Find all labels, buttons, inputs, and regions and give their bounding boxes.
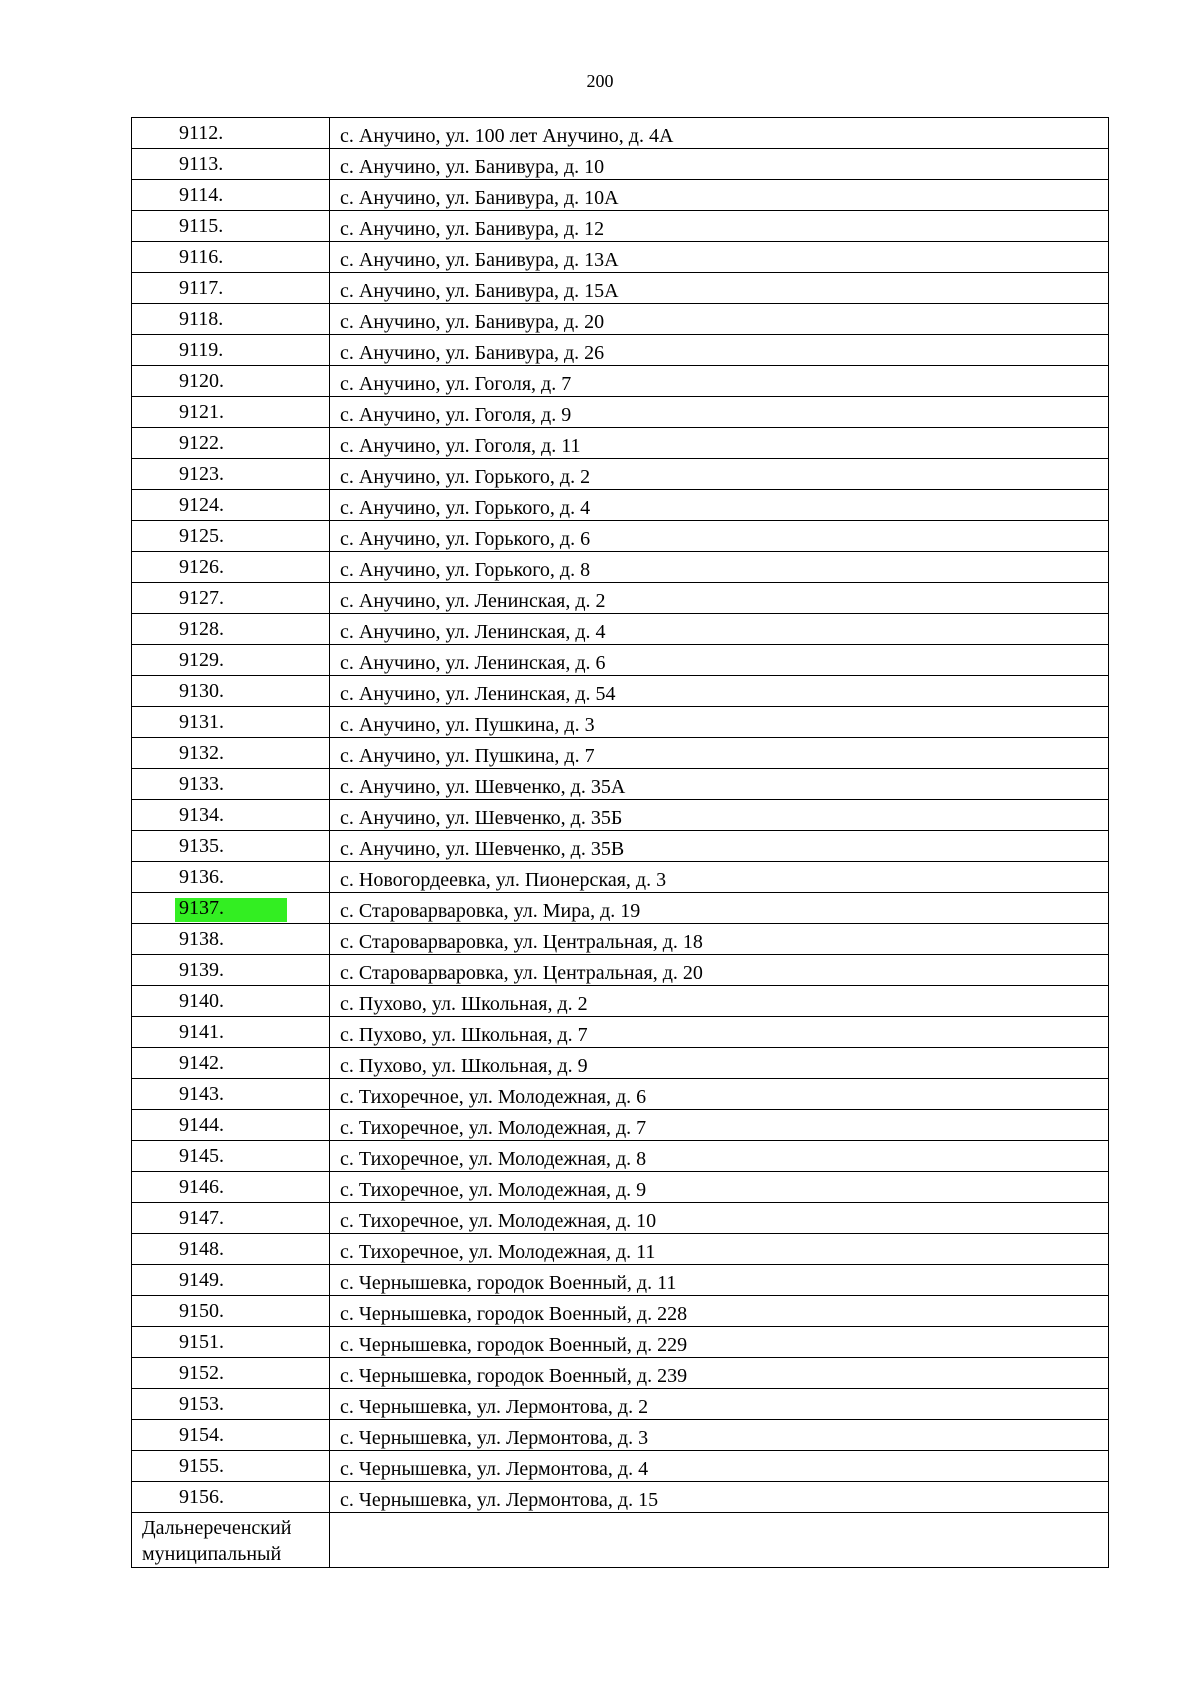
row-number: 9151.: [179, 1331, 224, 1353]
table-row: [132, 1327, 1109, 1358]
row-number: 9114.: [179, 184, 224, 206]
row-number: 9122.: [179, 432, 224, 454]
row-number-cell: [132, 242, 330, 273]
table-row: [132, 1203, 1109, 1234]
address-cell: с. Тихоречное, ул. Молодежная, д. 11: [330, 1234, 1109, 1265]
address-cell: с. Анучино, ул. Шевченко, д. 35А: [330, 769, 1109, 800]
address-cell: с. Анучино, ул. Банивура, д. 13А: [330, 242, 1109, 273]
section-name-cell: [132, 1513, 330, 1568]
address-cell: с. Анучино, ул. Ленинская, д. 54: [330, 676, 1109, 707]
table-row: [132, 521, 1109, 552]
table-row: [132, 490, 1109, 521]
row-number-cell: [132, 1203, 330, 1234]
address-cell: с. Анучино, ул. 100 лет Анучино, д. 4А: [330, 118, 1109, 149]
row-number-cell: [132, 1358, 330, 1389]
row-number: 9149.: [179, 1269, 224, 1291]
table-row: [132, 366, 1109, 397]
row-number: 9131.: [179, 711, 224, 733]
table-row: [132, 924, 1109, 955]
row-number-cell: [132, 552, 330, 583]
address-cell: с. Анучино, ул. Банивура, д. 12: [330, 211, 1109, 242]
row-number-cell: [132, 1048, 330, 1079]
table-row: [132, 459, 1109, 490]
table-row: [132, 1079, 1109, 1110]
row-number: 9141.: [179, 1021, 224, 1043]
table-row: [132, 1420, 1109, 1451]
row-number: 9113.: [179, 153, 224, 175]
row-number: 9119.: [179, 339, 224, 361]
row-number: 9129.: [179, 649, 224, 671]
table-row: [132, 397, 1109, 428]
address-cell: с. Староварваровка, ул. Центральная, д. 20: [330, 955, 1109, 986]
address-cell: с. Анучино, ул. Банивура, д. 10: [330, 149, 1109, 180]
address-cell: с. Анучино, ул. Шевченко, д. 35Б: [330, 800, 1109, 831]
address-cell: с. Тихоречное, ул. Молодежная, д. 8: [330, 1141, 1109, 1172]
table-row: [132, 614, 1109, 645]
address-cell: с. Пухово, ул. Школьная, д. 7: [330, 1017, 1109, 1048]
address-table-body: [132, 118, 1109, 1568]
table-row: [132, 304, 1109, 335]
row-number-cell: [132, 1017, 330, 1048]
table-row: [132, 1265, 1109, 1296]
address-cell: с. Чернышевка, ул. Лермонтова, д. 15: [330, 1482, 1109, 1513]
address-cell: с. Анучино, ул. Гоголя, д. 7: [330, 366, 1109, 397]
row-number: 9126.: [179, 556, 224, 578]
row-number-cell: [132, 1141, 330, 1172]
table-row: [132, 211, 1109, 242]
row-number: 9135.: [179, 835, 224, 857]
row-number: 9123.: [179, 463, 224, 485]
row-number: 9116.: [179, 246, 224, 268]
row-number-cell: [132, 1110, 330, 1141]
row-number-cell: [132, 676, 330, 707]
page-number: 200: [586, 71, 614, 91]
row-number: 9115.: [179, 215, 224, 237]
table-row: [132, 242, 1109, 273]
table-row: [132, 428, 1109, 459]
address-cell: с. Староварваровка, ул. Мира, д. 19: [330, 893, 1109, 924]
row-number-cell: [132, 893, 330, 924]
row-number: 9118.: [179, 308, 224, 330]
row-number-cell: [132, 986, 330, 1017]
row-number-cell: [132, 583, 330, 614]
table-row: [132, 645, 1109, 676]
address-cell: с. Анучино, ул. Ленинская, д. 6: [330, 645, 1109, 676]
row-number: 9112.: [179, 122, 224, 144]
row-number: 9150.: [179, 1300, 224, 1322]
row-number: 9154.: [179, 1424, 224, 1446]
row-number-cell: [132, 118, 330, 149]
table-row: [132, 862, 1109, 893]
address-cell: с. Чернышевка, ул. Лермонтова, д. 3: [330, 1420, 1109, 1451]
row-number: 9127.: [179, 587, 224, 609]
row-number: 9152.: [179, 1362, 224, 1384]
table-row: [132, 583, 1109, 614]
row-number: 9130.: [179, 680, 224, 702]
row-number: 9132.: [179, 742, 224, 764]
row-number-cell: [132, 1482, 330, 1513]
row-number-cell: [132, 335, 330, 366]
row-number-cell: [132, 738, 330, 769]
row-number-cell: [132, 1327, 330, 1358]
address-cell: с. Анучино, ул. Ленинская, д. 4: [330, 614, 1109, 645]
row-number: 9144.: [179, 1114, 224, 1136]
row-number-cell: [132, 707, 330, 738]
table-row: [132, 552, 1109, 583]
row-number: 9156.: [179, 1486, 224, 1508]
table-row: [132, 335, 1109, 366]
table-row: [132, 1296, 1109, 1327]
table-row: [132, 1048, 1109, 1079]
row-number-cell: [132, 521, 330, 552]
row-number-cell: [132, 1079, 330, 1110]
table-row: [132, 180, 1109, 211]
table-row: [132, 800, 1109, 831]
row-number: 9120.: [179, 370, 224, 392]
row-number-cell: [132, 397, 330, 428]
row-number-cell: [132, 645, 330, 676]
row-number-cell: [132, 180, 330, 211]
row-number: 9142.: [179, 1052, 224, 1074]
row-number-cell: [132, 211, 330, 242]
row-number-cell: [132, 459, 330, 490]
row-number: 9147.: [179, 1207, 224, 1229]
table-row: [132, 1389, 1109, 1420]
row-number-cell: [132, 862, 330, 893]
table-row: [132, 1017, 1109, 1048]
address-cell: с. Пухово, ул. Школьная, д. 9: [330, 1048, 1109, 1079]
address-cell: с. Анучино, ул. Горького, д. 8: [330, 552, 1109, 583]
address-table: [131, 117, 1109, 1568]
address-cell: с. Чернышевка, городок Военный, д. 11: [330, 1265, 1109, 1296]
table-row: [132, 1234, 1109, 1265]
row-number: 9125.: [179, 525, 224, 547]
table-row: [132, 738, 1109, 769]
address-cell: с. Анучино, ул. Горького, д. 4: [330, 490, 1109, 521]
address-cell: с. Новогордеевка, ул. Пионерская, д. 3: [330, 862, 1109, 893]
row-number-cell: [132, 955, 330, 986]
row-number: 9117.: [179, 277, 224, 299]
address-cell: с. Анучино, ул. Ленинская, д. 2: [330, 583, 1109, 614]
row-number-cell: [132, 769, 330, 800]
row-number: 9145.: [179, 1145, 224, 1167]
address-cell: с. Анучино, ул. Пушкина, д. 3: [330, 707, 1109, 738]
row-number-cell: [132, 273, 330, 304]
row-number-cell: [132, 428, 330, 459]
row-number-cell: [132, 1389, 330, 1420]
row-number: 9143.: [179, 1083, 224, 1105]
address-cell: с. Тихоречное, ул. Молодежная, д. 6: [330, 1079, 1109, 1110]
section-name-line1: Дальнереченский: [142, 1517, 292, 1539]
row-number-cell: [132, 490, 330, 521]
row-number-cell: [132, 800, 330, 831]
address-cell: с. Тихоречное, ул. Молодежная, д. 7: [330, 1110, 1109, 1141]
address-cell: с. Анучино, ул. Банивура, д. 20: [330, 304, 1109, 335]
address-cell: с. Пухово, ул. Школьная, д. 2: [330, 986, 1109, 1017]
address-cell: с. Анучино, ул. Банивура, д. 15А: [330, 273, 1109, 304]
table-row: [132, 676, 1109, 707]
row-number-cell: [132, 924, 330, 955]
table-row: [132, 893, 1109, 924]
row-number: 9139.: [179, 959, 224, 981]
table-row: [132, 1358, 1109, 1389]
row-number-cell: [132, 1172, 330, 1203]
table-row: [132, 1172, 1109, 1203]
row-number: 9146.: [179, 1176, 224, 1198]
table-row: [132, 707, 1109, 738]
row-number: 9128.: [179, 618, 224, 640]
section-row: [132, 1513, 1109, 1568]
row-number-cell: [132, 1451, 330, 1482]
row-number-cell: [132, 304, 330, 335]
row-number-cell: [132, 831, 330, 862]
table-row: [132, 273, 1109, 304]
row-number-cell: [132, 1265, 330, 1296]
address-cell: с. Анучино, ул. Шевченко, д. 35В: [330, 831, 1109, 862]
row-number-cell: [132, 149, 330, 180]
section-address-cell: [330, 1513, 1109, 1568]
address-cell: с. Чернышевка, ул. Лермонтова, д. 4: [330, 1451, 1109, 1482]
row-number: 9138.: [179, 928, 224, 950]
address-cell: с. Анучино, ул. Пушкина, д. 7: [330, 738, 1109, 769]
row-number: 9134.: [179, 804, 224, 826]
table-row: [132, 118, 1109, 149]
address-cell: с. Чернышевка, городок Военный, д. 229: [330, 1327, 1109, 1358]
address-cell: с. Анучино, ул. Гоголя, д. 9: [330, 397, 1109, 428]
address-cell: с. Староварваровка, ул. Центральная, д. 18: [330, 924, 1109, 955]
address-cell: с. Анучино, ул. Гоголя, д. 11: [330, 428, 1109, 459]
row-number-highlighted: 9137.: [175, 898, 287, 922]
row-number: 9155.: [179, 1455, 224, 1477]
row-number: 9153.: [179, 1393, 224, 1415]
row-number-cell: [132, 614, 330, 645]
table-row: [132, 1110, 1109, 1141]
section-name-line2: муниципальный: [142, 1543, 282, 1565]
row-number-cell: [132, 366, 330, 397]
table-row: [132, 1482, 1109, 1513]
row-number-cell: [132, 1420, 330, 1451]
address-cell: с. Тихоречное, ул. Молодежная, д. 9: [330, 1172, 1109, 1203]
row-number: 9148.: [179, 1238, 224, 1260]
table-row: [132, 955, 1109, 986]
address-cell: с. Чернышевка, ул. Лермонтова, д. 2: [330, 1389, 1109, 1420]
address-cell: с. Чернышевка, городок Военный, д. 228: [330, 1296, 1109, 1327]
address-cell: с. Анучино, ул. Горького, д. 6: [330, 521, 1109, 552]
address-cell: с. Чернышевка, городок Военный, д. 239: [330, 1358, 1109, 1389]
row-number: 9121.: [179, 401, 224, 423]
address-cell: с. Анучино, ул. Банивура, д. 26: [330, 335, 1109, 366]
row-number-cell: [132, 1234, 330, 1265]
address-cell: с. Тихоречное, ул. Молодежная, д. 10: [330, 1203, 1109, 1234]
row-number: 9136.: [179, 866, 224, 888]
table-row: [132, 1141, 1109, 1172]
table-row: [132, 831, 1109, 862]
address-cell: с. Анучино, ул. Горького, д. 2: [330, 459, 1109, 490]
table-row: [132, 149, 1109, 180]
row-number: 9133.: [179, 773, 224, 795]
table-row: [132, 1451, 1109, 1482]
table-row: [132, 986, 1109, 1017]
row-number-cell: [132, 1296, 330, 1327]
row-number: 9124.: [179, 494, 224, 516]
table-row: [132, 769, 1109, 800]
address-cell: с. Анучино, ул. Банивура, д. 10А: [330, 180, 1109, 211]
row-number: 9140.: [179, 990, 224, 1012]
